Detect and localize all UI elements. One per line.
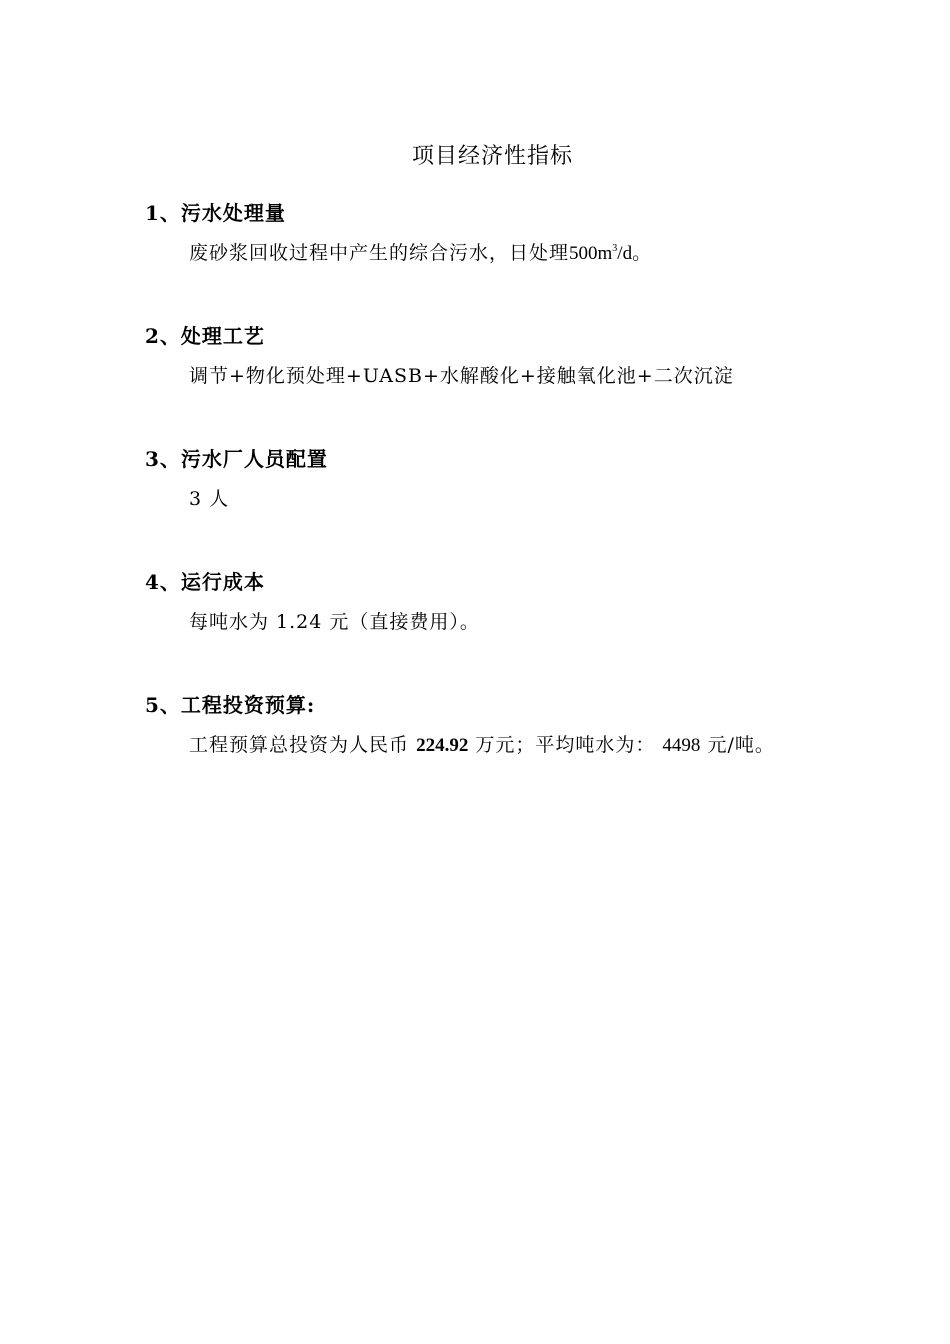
section-investment-budget: [145, 690, 865, 761]
section-heading: 2、处理工艺: [145, 324, 265, 348]
body-text: 工程预算总投资为人民币: [189, 734, 410, 756]
section-heading: 5、工程投资预算:: [145, 693, 316, 717]
section-body: [145, 730, 865, 761]
section-body: [145, 238, 865, 269]
section-body: 3 人: [189, 488, 230, 510]
section-staffing: [145, 444, 865, 514]
per-ton-value: 4498: [662, 735, 701, 756]
unit-suffix: /d。: [617, 243, 652, 264]
document-title: 项目经济性指标: [411, 144, 573, 169]
capacity-value: 500m: [569, 243, 613, 264]
unit-suffix: 元/吨。: [707, 734, 775, 756]
body-text: 万元；平均吨水为：: [475, 734, 656, 756]
section-process: [145, 321, 865, 391]
section-heading: 4、运行成本: [145, 570, 265, 594]
section-body: 每吨水为 1.24 元（直接费用）。: [189, 611, 480, 633]
section-heading: 1、污水处理量: [145, 201, 286, 225]
section-heading: 3、污水厂人员配置: [145, 447, 328, 471]
section-operating-cost: [145, 567, 865, 637]
body-text: 废砂浆回收过程中产生的综合污水，日处理: [189, 242, 570, 264]
section-body: 调节+物化预处理+UASB+水解酸化+接触氧化池+二次沉淀: [189, 365, 734, 387]
section-sewage-volume: [145, 198, 865, 269]
superscript: 3: [612, 243, 618, 254]
investment-amount: 224.92: [416, 735, 469, 756]
